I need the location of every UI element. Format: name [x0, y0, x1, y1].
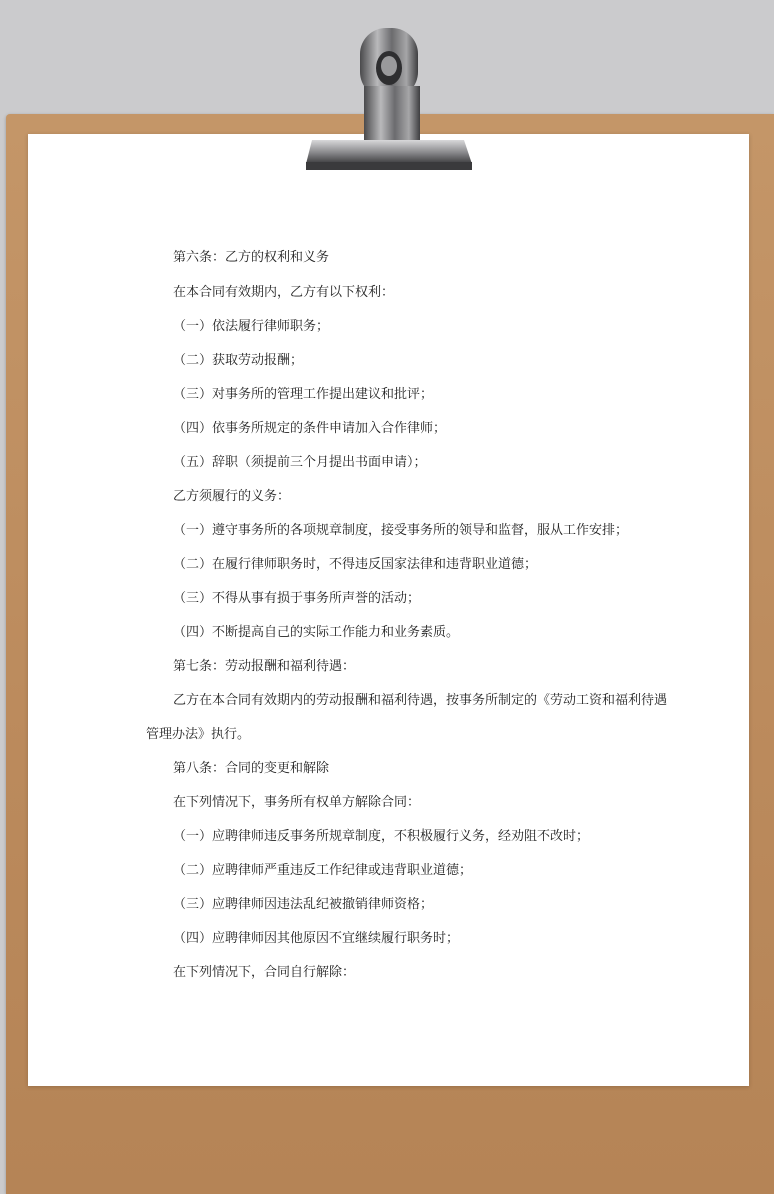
text-line: （五）辞职（须提前三个月提出书面申请）；: [173, 455, 427, 470]
text-line: 在下列情况下，事务所有权单方解除合同：: [173, 795, 421, 810]
text-line: 第六条：乙方的权利和义务: [173, 250, 330, 265]
text-line: （四）应聘律师因其他原因不宜继续履行职务时；: [173, 931, 460, 946]
text-line: （三）应聘律师因违法乱纪被撤销律师资格；: [173, 897, 434, 912]
text-line: 乙方在本合同有效期内的劳动报酬和福利待遇，按事务所制定的《劳动工资和福利待遇: [173, 693, 668, 708]
text-line: 在本合同有效期内，乙方有以下权利：: [173, 285, 395, 300]
text-line: （二）应聘律师严重违反工作纪律或违背职业道德；: [173, 863, 473, 878]
text-line: （二）在履行律师职务时，不得违反国家法律和违背职业道德；: [173, 557, 538, 572]
text-line: 乙方须履行的义务：: [173, 489, 291, 504]
binder-clip-icon: [296, 26, 480, 176]
text-line: （一）遵守事务所的各项规章制度，接受事务所的领导和监督，服从工作安排；: [173, 523, 629, 538]
text-line: （四）不断提高自己的实际工作能力和业务素质。: [173, 625, 460, 640]
text-line: （一）依法履行律师职务；: [173, 319, 330, 334]
text-line: （三）对事务所的管理工作提出建议和批评；: [173, 387, 434, 402]
text-line: 在下列情况下，合同自行解除：: [173, 965, 356, 980]
text-line: （四）依事务所规定的条件申请加入合作律师；: [173, 421, 447, 436]
text-line: 第七条：劳动报酬和福利待遇：: [173, 659, 356, 674]
text-line: （三）不得从事有损于事务所声誉的活动；: [173, 591, 421, 606]
text-line: （一）应聘律师违反事务所规章制度，不积极履行义务，经劝阻不改时；: [173, 829, 590, 844]
text-line: 第八条：合同的变更和解除: [173, 761, 330, 776]
text-line: 管理办法》执行。: [146, 727, 251, 742]
text-line: （二）获取劳动报酬；: [173, 353, 304, 368]
